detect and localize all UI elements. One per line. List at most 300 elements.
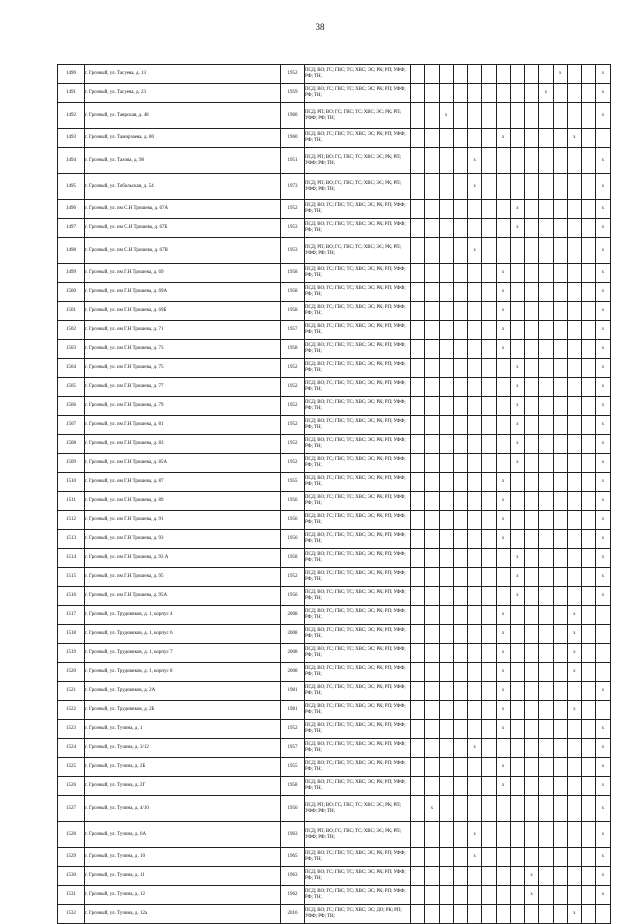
systems-cell: ПСД; ВО; ГС; ГВС; ТС; ХВС; ЭС; РК; РП; УФФ; РФ; ТН; — [305, 340, 411, 359]
mark-cell — [425, 148, 439, 174]
mark-cell — [539, 701, 553, 720]
address-cell: г. Грозный, ул. Тучина, д. 11 — [85, 867, 281, 886]
mark-cell — [439, 549, 453, 568]
mark-cell — [553, 867, 567, 886]
table-row — [58, 397, 611, 416]
year-cell: 1952 — [281, 416, 305, 435]
mark-cell — [425, 378, 439, 397]
mark-cell — [539, 568, 553, 587]
mark-cell — [425, 397, 439, 416]
mark-cell — [496, 65, 510, 84]
mark-cell — [582, 359, 596, 378]
mark-cell — [539, 454, 553, 473]
mark-cell — [496, 416, 510, 435]
row-number-cell: 1519 — [58, 644, 85, 663]
mark-cell — [411, 321, 425, 340]
table-row — [58, 84, 611, 103]
table-row — [58, 174, 611, 200]
mark-cell — [482, 644, 496, 663]
systems-cell: ПСД; ВО; ГС; ГВС; ТС; ХВС; ЭС; РК; РП; УФФ; РФ; ТН; — [305, 867, 411, 886]
mark-cell — [482, 148, 496, 174]
row-number-cell: 1532 — [58, 905, 85, 924]
mark-cell — [453, 739, 467, 758]
mark-cell — [553, 606, 567, 625]
systems-cell: ПСД; ВО; ГС; ГВС; ТС; ХВС; ЭС; РК; РП; УФФ; РФ; ТН; — [305, 549, 411, 568]
mark-cell — [411, 302, 425, 321]
table-row — [58, 200, 611, 219]
mark-cell — [553, 219, 567, 238]
mark-cell: x — [553, 65, 567, 84]
mark-cell — [496, 549, 510, 568]
mark-cell — [582, 848, 596, 867]
mark-cell — [468, 435, 482, 454]
table-row — [58, 454, 611, 473]
mark-cell — [582, 473, 596, 492]
mark-cell — [553, 739, 567, 758]
mark-cell — [525, 777, 539, 796]
mark-cell — [539, 283, 553, 302]
mark-cell — [482, 905, 496, 924]
systems-cell: ПСД; ВО; ГС; ГВС; ТС; ХВС; ЭС; РК; РП; УФФ; РФ; ТН; — [305, 720, 411, 739]
row-number-cell: 1507 — [58, 416, 85, 435]
table-row — [58, 758, 611, 777]
row-number-cell: 1521 — [58, 682, 85, 701]
mark-cell — [482, 416, 496, 435]
mark-cell — [525, 416, 539, 435]
mark-cell — [453, 682, 467, 701]
mark-cell — [539, 359, 553, 378]
mark-cell — [582, 492, 596, 511]
mark-cell — [468, 416, 482, 435]
address-cell: г. Грозный, ул. им Г.Н Трошева, д. 75 — [85, 359, 281, 378]
mark-cell — [496, 905, 510, 924]
mark-cell — [582, 822, 596, 848]
year-cell: 1956 — [281, 530, 305, 549]
mark-cell — [439, 739, 453, 758]
table-row — [58, 530, 611, 549]
mark-cell — [496, 359, 510, 378]
mark-cell — [567, 238, 581, 264]
table-row — [58, 867, 611, 886]
mark-cell — [582, 302, 596, 321]
mark-cell — [496, 397, 510, 416]
mark-cell — [439, 435, 453, 454]
mark-cell — [468, 701, 482, 720]
mark-cell — [553, 886, 567, 905]
mark-cell: x — [596, 454, 610, 473]
mark-cell — [453, 568, 467, 587]
mark-cell — [567, 739, 581, 758]
table-row — [58, 848, 611, 867]
mark-cell — [525, 663, 539, 682]
year-cell: 1952 — [281, 435, 305, 454]
table-row — [58, 511, 611, 530]
mark-cell: x — [596, 283, 610, 302]
mark-cell — [411, 701, 425, 720]
mark-cell — [425, 587, 439, 606]
row-number-cell: 1513 — [58, 530, 85, 549]
mark-cell — [482, 568, 496, 587]
mark-cell — [439, 200, 453, 219]
mark-cell — [553, 397, 567, 416]
mark-cell — [425, 568, 439, 587]
mark-cell — [425, 283, 439, 302]
mark-cell: x — [510, 200, 524, 219]
row-number-cell: 1514 — [58, 549, 85, 568]
mark-cell — [553, 530, 567, 549]
mark-cell — [525, 701, 539, 720]
address-cell: г. Грозный, ул. им Г.Н Трошева, д. 71 — [85, 321, 281, 340]
mark-cell — [553, 720, 567, 739]
mark-cell — [468, 200, 482, 219]
year-cell: 1956 — [281, 796, 305, 822]
systems-cell: ПСД; РП; ВО; ГС; ГВС; ТС; ХВС; ЭС; РК; РП; УФФ; РФ; ТН; — [305, 796, 411, 822]
row-number-cell: 1506 — [58, 397, 85, 416]
table-row — [58, 378, 611, 397]
mark-cell — [425, 219, 439, 238]
mark-cell — [510, 492, 524, 511]
mark-cell — [567, 340, 581, 359]
year-cell: 1981 — [281, 682, 305, 701]
mark-cell — [510, 905, 524, 924]
mark-cell — [482, 492, 496, 511]
systems-cell: ПСД; РП; ВО; ГС; ГВС; ТС; ХВС; ЭС; РК; РП; УФФ; РФ; ТН; — [305, 822, 411, 848]
row-number-cell: 1492 — [58, 103, 85, 129]
mark-cell — [567, 822, 581, 848]
mark-cell: x — [596, 200, 610, 219]
mark-cell — [539, 758, 553, 777]
mark-cell: x — [496, 492, 510, 511]
address-cell: г. Грозный, ул. Трудовиков, д. 2А — [85, 682, 281, 701]
row-number-cell: 1502 — [58, 321, 85, 340]
address-cell: г. Грозный, ул. Тучина, д. 2Б — [85, 758, 281, 777]
mark-cell — [539, 416, 553, 435]
mark-cell: x — [567, 606, 581, 625]
table-row — [58, 321, 611, 340]
mark-cell — [539, 397, 553, 416]
mark-cell — [582, 435, 596, 454]
mark-cell: x — [496, 129, 510, 148]
mark-cell — [553, 283, 567, 302]
mark-cell — [525, 129, 539, 148]
mark-cell — [453, 219, 467, 238]
mark-cell — [539, 644, 553, 663]
mark-cell — [525, 625, 539, 644]
mark-cell — [439, 682, 453, 701]
mark-cell — [539, 378, 553, 397]
mark-cell — [496, 174, 510, 200]
mark-cell — [411, 606, 425, 625]
mark-cell — [482, 848, 496, 867]
mark-cell — [453, 530, 467, 549]
mark-cell — [439, 625, 453, 644]
mark-cell — [582, 720, 596, 739]
systems-cell: ПСД; ВО; ГС; ГВС; ТС; ХВС; ЭС; РК; РП; УФФ; РФ; ТН; — [305, 416, 411, 435]
row-number-cell: 1499 — [58, 264, 85, 283]
mark-cell — [439, 416, 453, 435]
year-cell: 1958 — [281, 283, 305, 302]
mark-cell — [482, 511, 496, 530]
mark-cell — [453, 174, 467, 200]
row-number-cell: 1509 — [58, 454, 85, 473]
mark-cell — [553, 796, 567, 822]
mark-cell — [468, 378, 482, 397]
mark-cell: x — [596, 473, 610, 492]
mark-cell — [482, 174, 496, 200]
mark-cell — [482, 84, 496, 103]
mark-cell — [439, 378, 453, 397]
mark-cell — [425, 848, 439, 867]
mark-cell — [539, 848, 553, 867]
mark-cell — [482, 302, 496, 321]
mark-cell — [553, 84, 567, 103]
year-cell: 1958 — [281, 302, 305, 321]
mark-cell — [582, 378, 596, 397]
mark-cell — [425, 359, 439, 378]
mark-cell — [468, 867, 482, 886]
mark-cell — [411, 758, 425, 777]
mark-cell — [439, 587, 453, 606]
mark-cell: x — [596, 492, 610, 511]
mark-cell: x — [596, 549, 610, 568]
mark-cell — [567, 682, 581, 701]
mark-cell — [510, 720, 524, 739]
mark-cell — [525, 549, 539, 568]
mark-cell — [539, 867, 553, 886]
mark-cell — [553, 549, 567, 568]
table-row — [58, 739, 611, 758]
mark-cell — [596, 701, 610, 720]
mark-cell — [453, 905, 467, 924]
address-cell: г. Грозный, ул. им Г.Н Трошева, д. 77 — [85, 378, 281, 397]
mark-cell — [525, 473, 539, 492]
mark-cell — [482, 530, 496, 549]
table-row — [58, 238, 611, 264]
mark-cell — [582, 905, 596, 924]
mark-cell — [553, 321, 567, 340]
address-cell: г. Грозный, ул. им С.Н Трошева, д. 67Б — [85, 219, 281, 238]
mark-cell — [510, 302, 524, 321]
mark-cell — [553, 238, 567, 264]
mark-cell — [539, 65, 553, 84]
mark-cell — [482, 264, 496, 283]
mark-cell — [482, 219, 496, 238]
address-cell: г. Грозный, ул. Тучина, д. 4/10 — [85, 796, 281, 822]
mark-cell — [553, 264, 567, 283]
mark-cell — [553, 822, 567, 848]
mark-cell — [567, 219, 581, 238]
mark-cell — [453, 454, 467, 473]
mark-cell — [411, 777, 425, 796]
mark-cell — [453, 264, 467, 283]
mark-cell — [553, 416, 567, 435]
mark-cell — [468, 568, 482, 587]
mark-cell — [567, 264, 581, 283]
mark-cell — [553, 848, 567, 867]
table-row — [58, 435, 611, 454]
mark-cell — [468, 625, 482, 644]
mark-cell — [567, 848, 581, 867]
mark-cell — [468, 302, 482, 321]
table-row — [58, 777, 611, 796]
table-row — [58, 492, 611, 511]
mark-cell — [425, 340, 439, 359]
mark-cell — [453, 867, 467, 886]
mark-cell — [453, 549, 467, 568]
row-number-cell: 1494 — [58, 148, 85, 174]
mark-cell: x — [468, 148, 482, 174]
mark-cell — [425, 739, 439, 758]
mark-cell — [425, 416, 439, 435]
mark-cell — [539, 625, 553, 644]
mark-cell — [453, 644, 467, 663]
mark-cell — [567, 397, 581, 416]
mark-cell — [482, 796, 496, 822]
mark-cell — [582, 264, 596, 283]
mark-cell: x — [596, 378, 610, 397]
mark-cell — [453, 701, 467, 720]
row-number-cell: 1527 — [58, 796, 85, 822]
year-cell: 1958 — [281, 264, 305, 283]
mark-cell — [425, 625, 439, 644]
mark-cell: x — [596, 867, 610, 886]
mark-cell — [553, 340, 567, 359]
mark-cell — [525, 103, 539, 129]
mark-cell — [525, 397, 539, 416]
mark-cell — [553, 568, 567, 587]
mark-cell — [411, 174, 425, 200]
year-cell: 1959 — [281, 84, 305, 103]
mark-cell — [582, 65, 596, 84]
mark-cell — [439, 302, 453, 321]
mark-cell — [411, 378, 425, 397]
mark-cell: x — [596, 511, 610, 530]
mark-cell — [439, 492, 453, 511]
mark-cell — [439, 848, 453, 867]
systems-cell: ПСД; ВО; ГС; ГВС; ТС; ХВС; ЭС; РК; РП; УФФ; РФ; ТН; — [305, 568, 411, 587]
mark-cell — [439, 530, 453, 549]
mark-cell — [582, 568, 596, 587]
mark-cell — [468, 397, 482, 416]
mark-cell — [510, 340, 524, 359]
year-cell: 1952 — [281, 720, 305, 739]
mark-cell — [439, 65, 453, 84]
mark-cell — [468, 682, 482, 701]
mark-cell — [539, 822, 553, 848]
year-cell: 1951 — [281, 148, 305, 174]
mark-cell: x — [496, 777, 510, 796]
row-number-cell: 1515 — [58, 568, 85, 587]
mark-cell — [411, 84, 425, 103]
year-cell: 1981 — [281, 701, 305, 720]
systems-cell: ПСД; ВО; ГС; ГВС; ТС; ХВС; ЭС; РК; РП; УФФ; РФ; ТН; — [305, 84, 411, 103]
address-cell: г. Грозный, ул. им Г.Н Трошева, д. 91 — [85, 511, 281, 530]
mark-cell — [582, 758, 596, 777]
mark-cell — [567, 321, 581, 340]
mark-cell — [496, 219, 510, 238]
mark-cell — [439, 905, 453, 924]
table-row — [58, 606, 611, 625]
mark-cell — [567, 530, 581, 549]
mark-cell — [468, 65, 482, 84]
mark-cell — [539, 340, 553, 359]
mark-cell — [525, 238, 539, 264]
mark-cell — [411, 568, 425, 587]
mark-cell — [525, 264, 539, 283]
mark-cell — [596, 606, 610, 625]
address-cell: г. Грозный, ул. Тучина, д. 12а — [85, 905, 281, 924]
row-number-cell: 1505 — [58, 378, 85, 397]
mark-cell — [582, 663, 596, 682]
table-row — [58, 264, 611, 283]
table-row — [58, 340, 611, 359]
mark-cell — [510, 473, 524, 492]
mark-cell — [453, 848, 467, 867]
mark-cell — [510, 739, 524, 758]
mark-cell — [525, 848, 539, 867]
mark-cell — [582, 238, 596, 264]
mark-cell — [539, 148, 553, 174]
year-cell: 1955 — [281, 473, 305, 492]
year-cell: 2016 — [281, 905, 305, 924]
mark-cell — [425, 264, 439, 283]
year-cell: 1953 — [281, 219, 305, 238]
mark-cell — [510, 886, 524, 905]
systems-cell: ПСД; ВО; ГС; ГВС; ТС; ХВС; ЭС; РК; РП; УФФ; РФ; ТН; — [305, 65, 411, 84]
mark-cell — [482, 65, 496, 84]
address-cell: г. Грозный, ул. Трудовиков, д. 1, корпус 7 — [85, 644, 281, 663]
table-row — [58, 625, 611, 644]
address-cell: г. Грозный, ул. им Г.Н Трошева, д. 93 — [85, 530, 281, 549]
table-row — [58, 302, 611, 321]
mark-cell — [482, 200, 496, 219]
mark-cell — [496, 796, 510, 822]
mark-cell — [496, 867, 510, 886]
row-number-cell: 1517 — [58, 606, 85, 625]
mark-cell — [468, 905, 482, 924]
mark-cell — [425, 200, 439, 219]
register-table-body — [58, 65, 611, 924]
mark-cell — [482, 822, 496, 848]
address-cell: г. Грозный, ул. им Г.Н Трошева, д. 69 — [85, 264, 281, 283]
row-number-cell: 1503 — [58, 340, 85, 359]
mark-cell — [453, 283, 467, 302]
mark-cell — [582, 84, 596, 103]
mark-cell — [525, 340, 539, 359]
mark-cell — [510, 822, 524, 848]
mark-cell — [453, 148, 467, 174]
mark-cell — [468, 321, 482, 340]
address-cell: г. Грозный, ул. им Г.Н Трошева, д. 93 А — [85, 549, 281, 568]
mark-cell — [582, 511, 596, 530]
systems-cell: ПСД; ВО; ГС; ГВС; ТС; ХВС; ЭС; РК; РП; УФФ; РФ; ТН; — [305, 886, 411, 905]
mark-cell: x — [596, 238, 610, 264]
row-number-cell: 1504 — [58, 359, 85, 378]
mark-cell — [468, 359, 482, 378]
mark-cell — [567, 103, 581, 129]
mark-cell: x — [510, 568, 524, 587]
mark-cell — [453, 340, 467, 359]
address-cell: г. Грозный, ул. им Г.Н Трошева, д. 89 — [85, 492, 281, 511]
mark-cell: x — [496, 283, 510, 302]
mark-cell: x — [596, 148, 610, 174]
mark-cell: x — [510, 454, 524, 473]
mark-cell: x — [496, 530, 510, 549]
mark-cell — [482, 435, 496, 454]
mark-cell — [482, 549, 496, 568]
mark-cell — [510, 530, 524, 549]
mark-cell — [439, 129, 453, 148]
